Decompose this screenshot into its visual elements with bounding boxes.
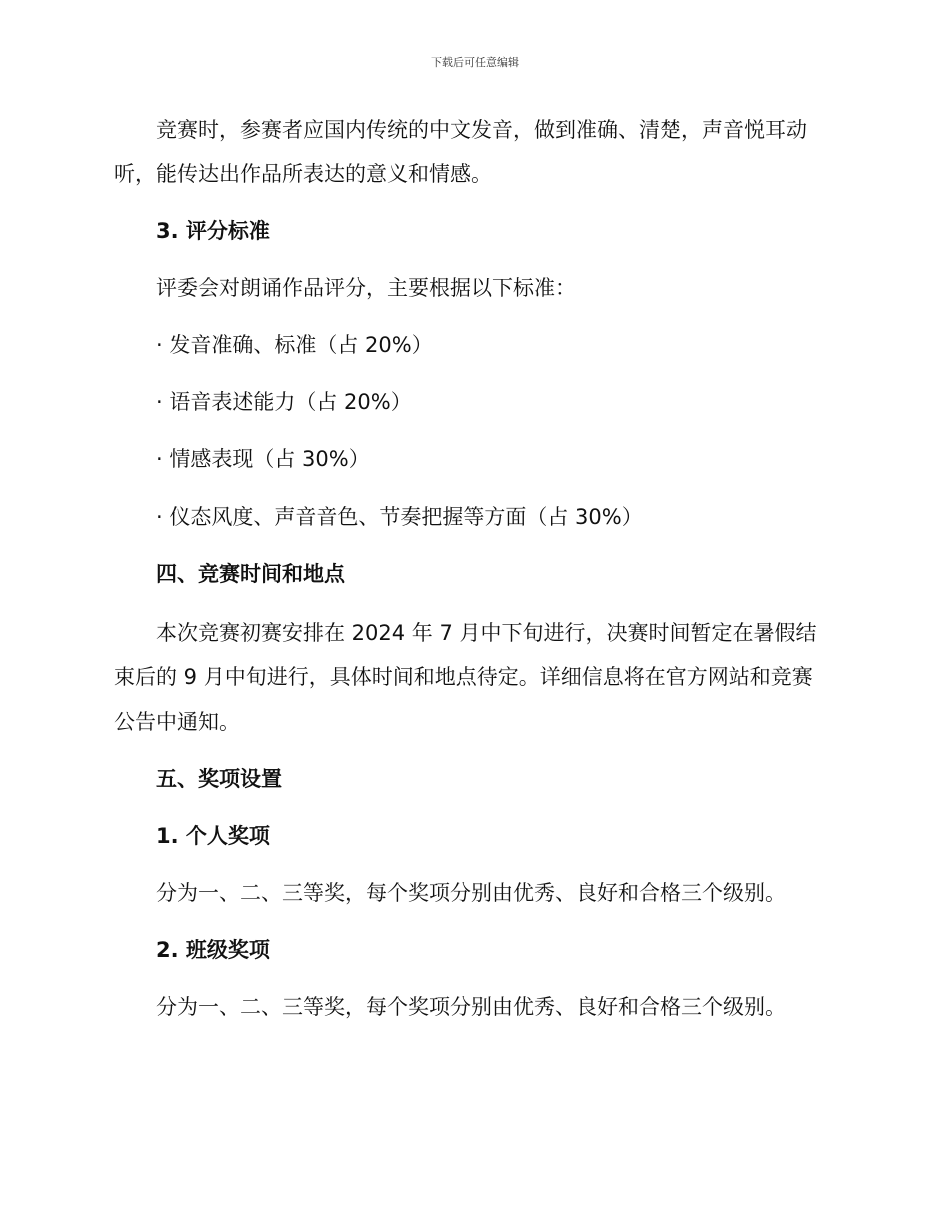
list-item: · 语音表述能力（占 20%）: [156, 390, 412, 414]
paragraph-line: 听，能传达出作品所表达的意义和情感。: [114, 162, 492, 186]
section-heading: 五、奖项设置: [156, 767, 282, 791]
paragraph-line: 评委会对朗诵作品评分，主要根据以下标准：: [156, 276, 576, 300]
section-heading: 3. 评分标准: [156, 219, 270, 243]
list-item: · 情感表现（占 30%）: [156, 447, 370, 471]
subsection-heading: 1. 个人奖项: [156, 824, 270, 848]
paragraph-line: 本次竞赛初赛安排在 2024 年 7 月中下旬进行，决赛时间暂定在暑假结: [156, 621, 817, 645]
paragraph-line: 分为一、二、三等奖，每个奖项分别由优秀、良好和合格三个级别。: [156, 881, 786, 905]
page-header: 下载后可任意编辑: [431, 56, 519, 69]
subsection-heading: 2. 班级奖项: [156, 938, 270, 962]
paragraph-line: 束后的 9 月中旬进行，具体时间和地点待定。详细信息将在官方网站和竞赛: [114, 665, 813, 689]
list-item: · 仪态风度、声音音色、节奏把握等方面（占 30%）: [156, 505, 643, 529]
section-heading: 四、竞赛时间和地点: [156, 562, 345, 586]
paragraph-line: 公告中通知。: [114, 710, 240, 734]
paragraph-line: 竞赛时，参赛者应国内传统的中文发音，做到准确、清楚，声音悦耳动: [156, 118, 807, 142]
paragraph-line: 分为一、二、三等奖，每个奖项分别由优秀、良好和合格三个级别。: [156, 995, 786, 1019]
list-item: · 发音准确、标准（占 20%）: [156, 333, 433, 357]
